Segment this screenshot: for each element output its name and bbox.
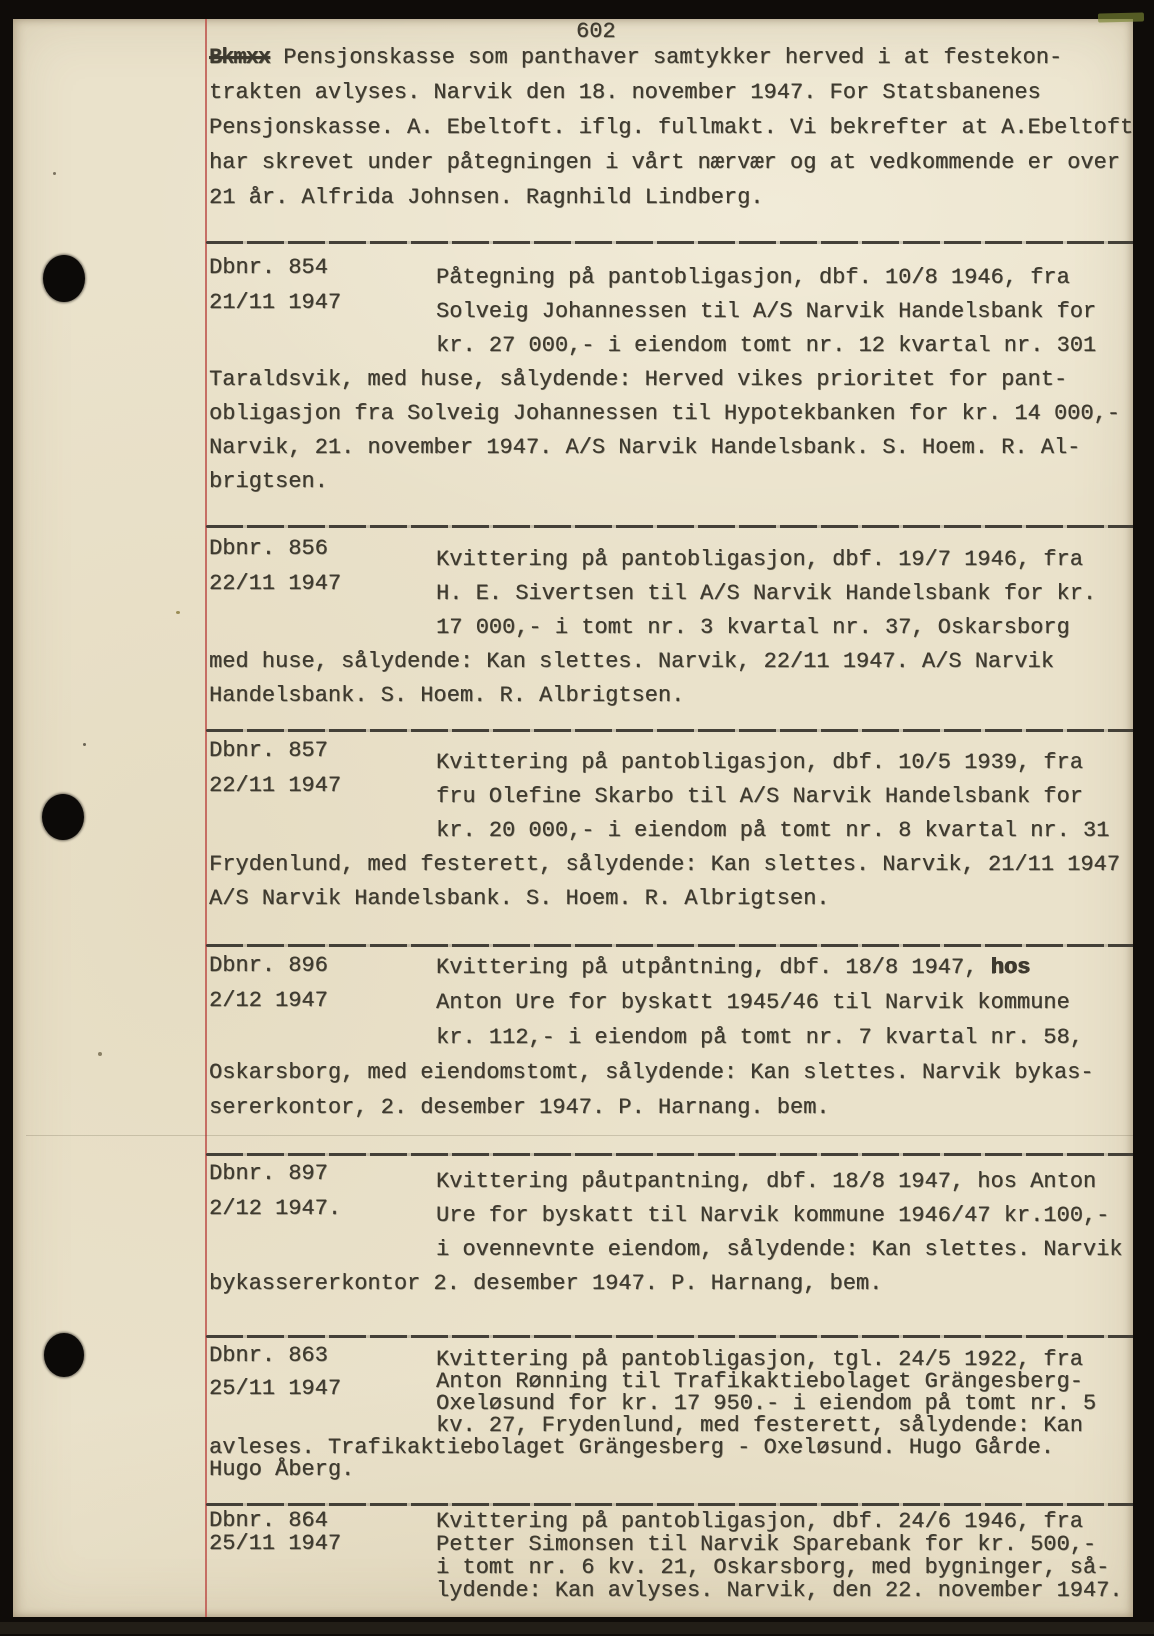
paper-speck	[98, 1052, 102, 1056]
entry-date: 25/11 1947	[209, 1376, 342, 1401]
page-number: 602	[576, 19, 616, 44]
entry-text-line: sererkontor, 2. desember 1947. P. Harnang. bem.	[209, 1095, 830, 1120]
separator-line	[206, 944, 1133, 947]
entry-text-line: Taraldsvik, med huse, sålydende: Herved vikes prioritet for pant-	[209, 367, 1068, 392]
entry-body	[209, 1349, 1133, 1481]
separator-line	[206, 1503, 1133, 1506]
red-margin-line	[205, 19, 207, 1617]
entry-body	[209, 1165, 1133, 1301]
entry-number: Dbnr. 897	[209, 1161, 328, 1186]
entry-number: Dbnr. 896	[209, 953, 328, 978]
entry-text-line: 17 000,- i tomt nr. 3 kvartal nr. 37, Oskarsborg	[436, 615, 1070, 640]
overtyped-word: hos	[990, 955, 1031, 980]
entry-text-line: Anton Rønning til Trafikaktiebolaget Grängesberg-	[436, 1369, 1083, 1394]
entry-text-line: obligasjon fra Solveig Johannessen til Hypotekbanken for kr. 14 000,-	[209, 401, 1120, 426]
entry-text-line: H. E. Sivertsen til A/S Narvik Handelsbank for kr.	[436, 581, 1097, 606]
separator-line	[206, 1335, 1133, 1338]
entry-body	[209, 261, 1133, 499]
entry-text-line: med huse, sålydende: Kan slettes. Narvik, 22/11 1947. A/S Narvik	[209, 649, 1054, 674]
entry-text-line: kr. 20 000,- i eiendom på tomt nr. 8 kvartal nr. 31	[436, 818, 1110, 843]
entry-date: 25/11 1947	[209, 1531, 342, 1556]
entry-number: Dbnr. 854	[209, 255, 328, 280]
entry-text-line: Kvittering på pantobligasjon, dbf. 19/7 1946, fra	[436, 547, 1083, 572]
paper-crease	[26, 1135, 1133, 1136]
entry-body	[209, 950, 1133, 1125]
entry-text-line: lydende: Kan avlyses. Narvik, den 22. november 1947.	[436, 1578, 1123, 1603]
entry-text-line: Ure for byskatt til Narvik kommune 1946/47 kr.100,-	[436, 1203, 1110, 1228]
separator-line	[206, 1153, 1133, 1156]
entry-text-line: Kvittering på pantobligasjon, dbf. 10/5 1939, fra	[436, 750, 1083, 775]
entry-text-line: Anton Ure for byskatt 1945/46 til Narvik kommune	[436, 990, 1070, 1015]
entry-text-line	[209, 950, 1133, 985]
entry-date: 21/11 1947	[209, 290, 342, 315]
overstruck-word: Bkmxx	[209, 45, 271, 70]
entry-text-line: Narvik, 21. november 1947. A/S Narvik Handelsbank. S. Hoem. R. Al-	[209, 435, 1081, 460]
entry-text-line: Hugo Åberg.	[209, 1457, 355, 1482]
entry-text-line: avleses. Trafikaktiebolaget Grängesberg - Oxeløsund. Hugo Gårde.	[209, 1435, 1054, 1460]
intro-line: Pensjonskasse. A. Ebeltoft. iflg. fullmakt. Vi bekrefter at A.Ebeltoft	[209, 115, 1133, 140]
entry-date: 22/11 1947	[209, 571, 342, 596]
hole-punch	[44, 1333, 84, 1377]
paper-speck	[83, 743, 86, 746]
entry-text-line: kv. 27, Frydenlund, med festerett, sålydende: Kan	[436, 1413, 1083, 1438]
intro-line: 21 år. Alfrida Johnsen. Ragnhild Lindberg.	[209, 185, 764, 210]
ledger-page	[13, 19, 1133, 1617]
entry-text-line: Handelsbank. S. Hoem. R. Albrigtsen.	[209, 683, 685, 708]
entry-number: Dbnr. 864	[209, 1508, 328, 1533]
entry-date: 22/11 1947	[209, 773, 342, 798]
entry-text-line: Oxeløsund for kr. 17 950.- i eiendom på tomt nr. 5	[436, 1391, 1097, 1416]
intro-line: trakten avlyses. Narvik den 18. november 1947. For Statsbanenes	[209, 80, 1041, 105]
entry-text-line: Solveig Johannessen til A/S Narvik Handelsbank for	[436, 299, 1097, 324]
intro-line-text: Pensjonskasse som panthaver samtykker herved i at festekon-	[270, 45, 1063, 70]
entry-text-line: Kvittering på pantobligasjon, tgl. 24/5 1922, fra	[436, 1347, 1083, 1372]
entry-text-line: Kvittering på pantobligasjon, dbf. 24/6 1946, fra	[436, 1509, 1083, 1534]
entry-text-line: fru Olefine Skarbo til A/S Narvik Handelsbank for	[436, 784, 1083, 809]
entry-text-line: Petter Simonsen til Narvik Sparebank for kr. 500,-	[436, 1532, 1097, 1557]
entry-body	[209, 746, 1133, 916]
intro-paragraph	[209, 40, 1133, 215]
hole-punch	[43, 255, 85, 302]
entry-number: Dbnr. 863	[209, 1343, 328, 1368]
entry-number: Dbnr. 857	[209, 738, 328, 763]
separator-line	[206, 525, 1133, 528]
scan-artifact	[1098, 12, 1144, 22]
entry-text-line: Frydenlund, med festerett, sålydende: Kan slettes. Narvik, 21/11 1947	[209, 852, 1120, 877]
paper-speck	[53, 172, 56, 175]
entry-text-line: Påtegning på pantobligasjon, dbf. 10/8 1946, fra	[436, 265, 1070, 290]
entry-number: Dbnr. 856	[209, 536, 328, 561]
entry-body	[209, 543, 1133, 713]
entry-text-line: kr. 112,- i eiendom på tomt nr. 7 kvartal nr. 58,	[436, 1025, 1083, 1050]
entry-text-line: A/S Narvik Handelsbank. S. Hoem. R. Albrigtsen.	[209, 886, 830, 911]
entry-text-line: Kvittering påutpantning, dbf. 18/8 1947, hos Anton	[436, 1169, 1097, 1194]
entry-text-line: i tomt nr. 6 kv. 21, Oskarsborg, med bygninger, så-	[436, 1555, 1110, 1580]
separator-line	[206, 241, 1133, 244]
separator-line	[206, 729, 1133, 732]
intro-line	[209, 40, 1133, 75]
entry-text-line: Oskarsborg, med eiendomstomt, sålydende: Kan slettes. Narvik bykas-	[209, 1060, 1094, 1085]
entry-text-line: kr. 27 000,- i eiendom tomt nr. 12 kvartal nr. 301	[436, 333, 1097, 358]
entry-body	[209, 1510, 1133, 1602]
entry-text: Kvittering på utpåntning, dbf. 18/8 1947,	[436, 955, 991, 980]
entry-text-line: brigtsen.	[209, 469, 328, 494]
entry-text-line: i ovennevnte eiendom, sålydende: Kan slettes. Narvik	[436, 1237, 1123, 1262]
entry-date: 2/12 1947.	[209, 1196, 342, 1221]
entry-text-line: bykassererkontor 2. desember 1947. P. Harnang, bem.	[209, 1271, 883, 1296]
scan-edge-stripe	[0, 1622, 1154, 1634]
intro-line: har skrevet under påtegningen i vårt nærvær og at vedkommende er over	[209, 150, 1120, 175]
paper-speck	[176, 611, 180, 614]
entry-date: 2/12 1947	[209, 988, 328, 1013]
hole-punch	[42, 794, 84, 840]
